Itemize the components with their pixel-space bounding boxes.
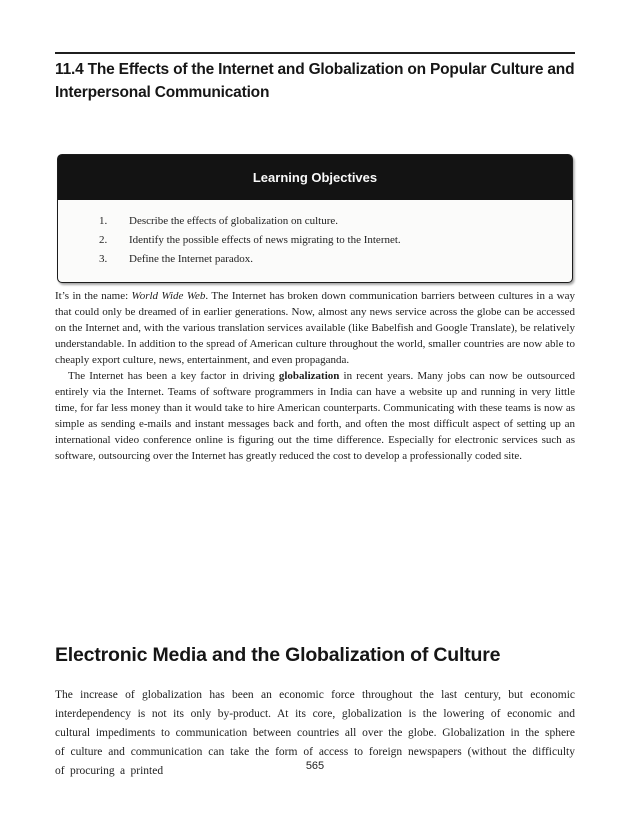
learning-objectives-box	[57, 154, 573, 283]
chapter-title: 11.4 The Effects of the Internet and Globalization on Popular Culture and Interpersonal Communication	[55, 61, 575, 101]
objective-item	[99, 231, 562, 250]
learning-objectives-list	[58, 200, 572, 282]
objective-number: 3.	[99, 253, 108, 265]
paragraph-globalization: The Internet has been a key factor in driving globalization in recent years. Many jobs can now be outsourced entirely via the Internet. Teams of software programmers in India can have a website up and running in very little time, for far less money than it would take to hire American counterparts. Communicating with these teams is now as simple as sending e-mails and instant messages back and forth, and often the most difficult aspect of setting up an international video conference online is figuring out the time difference. Especially for electronic services such as software, outsourcing over the Internet has greatly reduced the cost to develop a professionally coded site.	[55, 370, 575, 462]
objective-text: Describe the effects of globalization on culture.	[129, 215, 339, 227]
objective-number: 2.	[99, 234, 108, 246]
paragraph-section-intro: The increase of globalization has been an economic force throughout the last century, but economic interdependency is not its only by-product. At its core, globalization is the lowering of economic and cultural impediments to communication between countries all over the globe. Globalization in the sphere of culture and communication can take the form of access to foreign newspapers (without the difficulty of procuring a printed	[55, 689, 575, 777]
objective-text: Define the Internet paradox.	[129, 253, 253, 265]
page-number: 565	[305, 760, 325, 772]
objective-item	[99, 250, 562, 269]
body-text	[55, 288, 575, 464]
objective-number: 1.	[99, 215, 108, 227]
section-title: Electronic Media and the Globalization of Culture	[55, 644, 501, 666]
learning-objectives-title: Learning Objectives	[252, 170, 378, 185]
objective-text: Identify the possible effects of news migrating to the Internet.	[129, 234, 401, 246]
header-rule	[55, 52, 575, 54]
learning-objectives-header	[58, 155, 572, 200]
objective-item	[99, 212, 562, 231]
paragraph-intro: It’s in the name: World Wide Web. The Internet has broken down communication barriers between cultures in a way that could only be dreamed of in earlier generations. Now, almost any news service across the globe can be accessed on the Internet and, with the various translation services available (like Babelfish and Google Translate), be relatively understandable. In addition to the spread of American culture throughout the world, smaller countries are now able to cheaply export culture, news, entertainment, and even propaganda.	[55, 290, 575, 366]
